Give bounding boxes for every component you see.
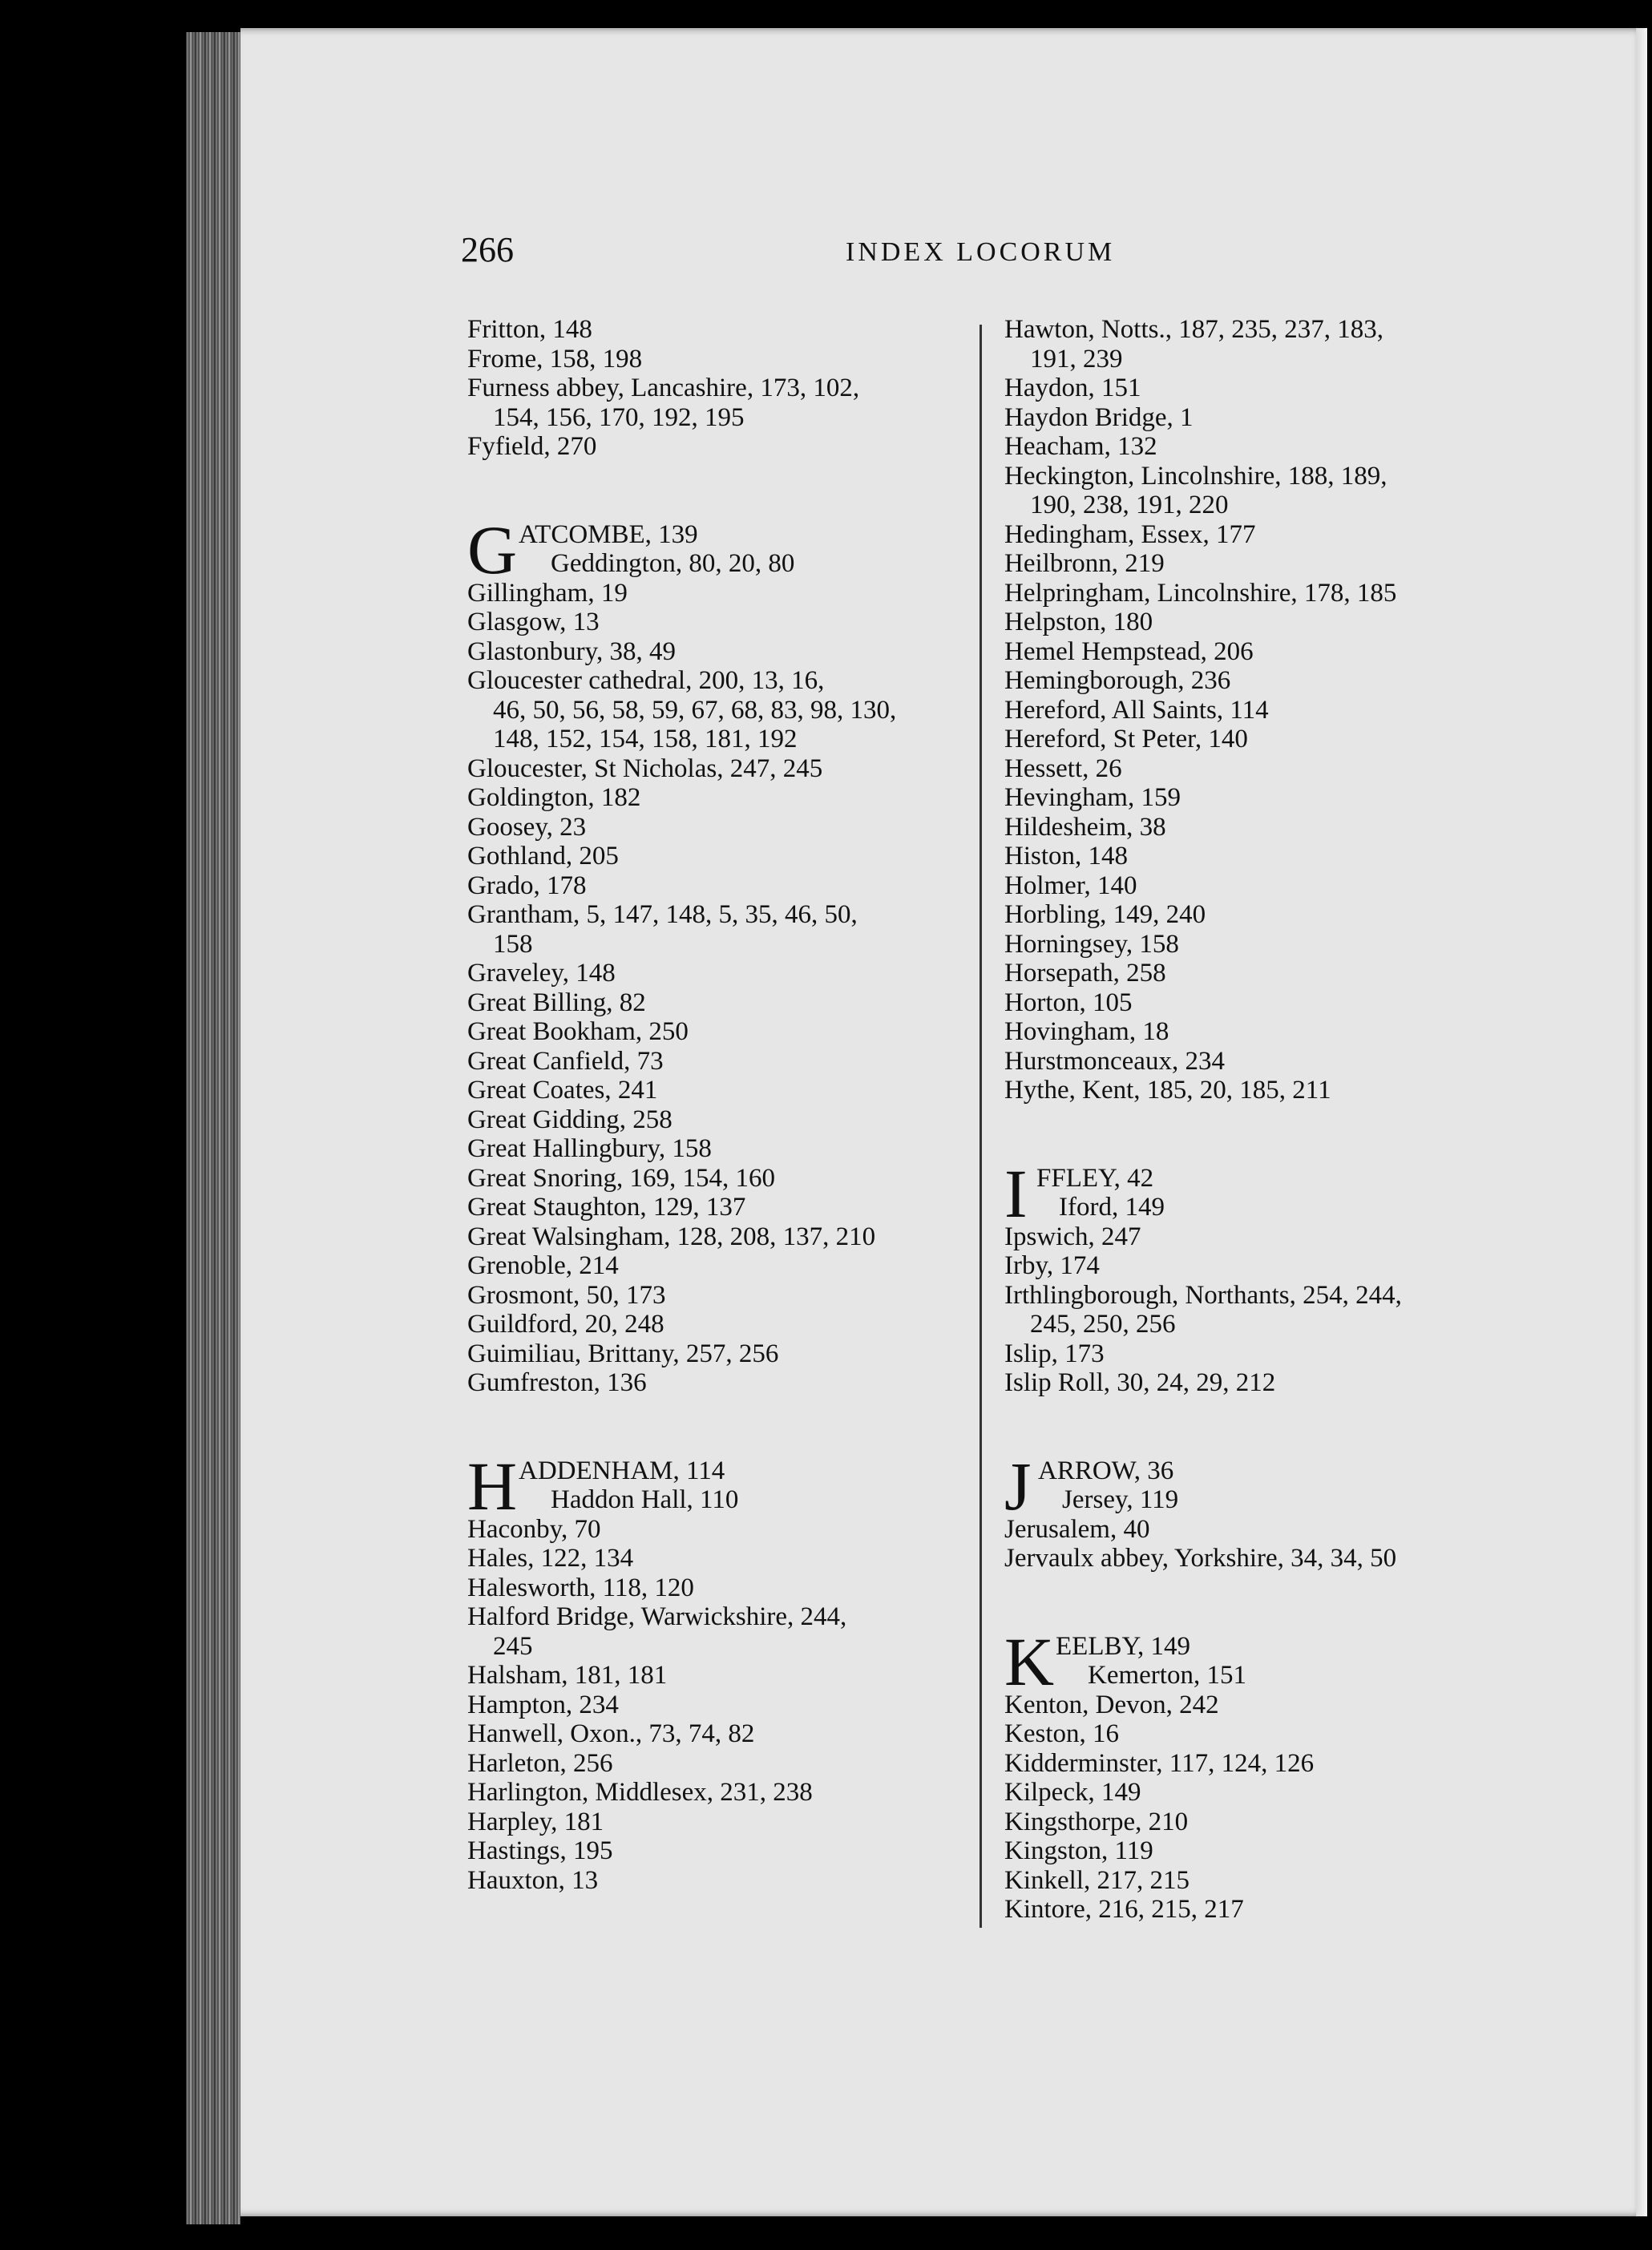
index-entry: Great Staughton, 129, 137: [467, 1193, 746, 1222]
index-entry: Kingsthorpe, 210: [1004, 1807, 1189, 1836]
scan-border: [240, 2216, 1652, 2250]
index-entry: Gloucester, St Nicholas, 247, 245: [467, 753, 823, 783]
index-entry: Fyfield, 270: [467, 432, 597, 461]
index-column-right: [1004, 315, 1501, 1925]
drop-cap: K: [1004, 1622, 1055, 1700]
index-entry: Hawton, Notts., 187, 235, 237, 183,: [1004, 315, 1383, 344]
index-entry: Heilbronn, 219: [1004, 549, 1165, 578]
index-entry: Hovingham, 18: [1004, 1017, 1169, 1046]
section-second-line: [467, 1485, 980, 1515]
index-entry: Grantham, 5, 147, 148, 5, 35, 46, 50,: [467, 900, 858, 929]
index-entry: Kemerton, 151: [1088, 1661, 1246, 1690]
index-entry: Hythe, Kent, 185, 20, 185, 211: [1004, 1076, 1331, 1105]
index-entry: Guimiliau, Brittany, 257, 256: [467, 1339, 779, 1368]
index-entry: Great Snoring, 169, 154, 160: [467, 1163, 776, 1193]
index-entry: Irby, 174: [1004, 1251, 1100, 1280]
index-entry: Harlington, Middlesex, 231, 238: [467, 1778, 813, 1807]
page-number: 266: [461, 230, 514, 269]
index-entry: Iford, 149: [1059, 1193, 1165, 1222]
section-second-line: [1004, 1485, 1501, 1515]
index-entry: Hemel Hempstead, 206: [1004, 636, 1254, 666]
index-entry: Harleton, 256: [467, 1748, 613, 1778]
section-first-entry: ARROW, 36: [1038, 1456, 1174, 1485]
index-entry: Haconby, 70: [467, 1514, 601, 1544]
index-entry: Kingston, 119: [1004, 1836, 1153, 1865]
index-entry: Great Canfield, 73: [467, 1046, 664, 1076]
index-entry: Graveley, 148: [467, 959, 616, 988]
section-first-entry: EELBY, 149: [1056, 1631, 1191, 1661]
index-entry: Heckington, Lincolnshire, 188, 189,: [1004, 461, 1387, 491]
index-entry: Great Gidding, 258: [467, 1105, 673, 1134]
index-entry: Fritton, 148: [467, 315, 592, 344]
index-entry: Hales, 122, 134: [467, 1544, 634, 1573]
index-entry: Great Bookham, 250: [467, 1017, 689, 1046]
index-entry: Hemingborough, 236: [1004, 666, 1231, 695]
index-entry: Great Walsingham, 128, 208, 137, 210: [467, 1222, 876, 1251]
index-entry: Keston, 16: [1004, 1719, 1119, 1748]
drop-cap: I: [1004, 1154, 1028, 1232]
index-entry: Horton, 105: [1004, 988, 1133, 1017]
index-entry: Halford Bridge, Warwickshire, 244,: [467, 1602, 847, 1631]
index-entry: Guildford, 20, 248: [467, 1310, 664, 1339]
index-entry: Goosey, 23: [467, 812, 587, 842]
index-entry: Horsepath, 258: [1004, 959, 1166, 988]
index-entry: Hauxton, 13: [467, 1865, 599, 1895]
index-entry: Horningsey, 158: [1004, 929, 1179, 959]
index-entry: Histon, 148: [1004, 842, 1129, 871]
index-entry: Harpley, 181: [467, 1807, 604, 1836]
index-entry: Hastings, 195: [467, 1836, 613, 1865]
index-entry: Hevingham, 159: [1004, 783, 1181, 812]
index-entry-continuation: 191, 239: [1030, 344, 1123, 374]
index-entry: Haddon Hall, 110: [551, 1485, 739, 1514]
running-header: INDEX LOCORUM: [846, 237, 1116, 267]
index-entry: Gothland, 205: [467, 842, 619, 871]
index-entry-continuation: 245, 250, 256: [1030, 1310, 1176, 1339]
section-second-line: [1004, 1193, 1501, 1222]
index-entry: Kintore, 216, 215, 217: [1004, 1895, 1244, 1924]
index-entry: Geddington, 80, 20, 80: [551, 549, 795, 578]
index-entry: Frome, 158, 198: [467, 344, 643, 374]
index-entry: Hampton, 234: [467, 1690, 619, 1719]
index-entry: Great Coates, 241: [467, 1076, 658, 1105]
index-entry: Islip, 173: [1004, 1339, 1105, 1368]
index-entry: Hereford, St Peter, 140: [1004, 725, 1248, 753]
index-entry: Helpston, 180: [1004, 608, 1153, 636]
index-entry: Great Hallingbury, 158: [467, 1134, 712, 1163]
index-entry: Holmer, 140: [1004, 871, 1137, 900]
index-entry: Irthlingborough, Northants, 254, 244,: [1004, 1280, 1402, 1310]
index-entry: Gillingham, 19: [467, 578, 628, 608]
section-first-entry: FFLEY, 42: [1036, 1163, 1154, 1193]
index-entry: Hurstmonceaux, 234: [1004, 1046, 1225, 1076]
index-entry: Halesworth, 118, 120: [467, 1573, 694, 1602]
index-entry: Hessett, 26: [1004, 753, 1122, 783]
index-entry-continuation: 158: [493, 929, 533, 959]
section-second-line: [1004, 1661, 1501, 1691]
index-entry: Glasgow, 13: [467, 608, 600, 636]
page-edge-shade: [1636, 28, 1647, 2216]
index-entry: Grado, 178: [467, 871, 587, 900]
index-entry: Haydon Bridge, 1: [1004, 402, 1194, 432]
index-entry: Kenton, Devon, 242: [1004, 1690, 1219, 1719]
index-entry-continuation: 190, 238, 191, 220: [1030, 491, 1229, 519]
index-entry: Halsham, 181, 181: [467, 1661, 668, 1690]
index-entry: Hereford, All Saints, 114: [1004, 695, 1269, 725]
index-entry: Helpringham, Lincolnshire, 178, 185: [1004, 578, 1397, 608]
index-entry: Kinkell, 217, 215: [1004, 1865, 1190, 1895]
index-entry: Hanwell, Oxon., 73, 74, 82: [467, 1719, 755, 1748]
index-entry: Ipswich, 247: [1004, 1222, 1141, 1251]
index-entry: Haydon, 151: [1004, 374, 1141, 402]
index-entry-continuation: 154, 156, 170, 192, 195: [493, 402, 745, 432]
section-second-line: [467, 549, 980, 579]
index-entry: Hildesheim, 38: [1004, 812, 1166, 842]
index-entry: Gumfreston, 136: [467, 1368, 647, 1397]
index-entry-continuation: 148, 152, 154, 158, 181, 192: [493, 725, 798, 753]
section-first-entry: ADDENHAM, 114: [519, 1456, 725, 1485]
index-entry: Furness abbey, Lancashire, 173, 102,: [467, 374, 860, 402]
index-entry: Great Billing, 82: [467, 988, 646, 1017]
index-entry: Glastonbury, 38, 49: [467, 636, 677, 666]
index-entry: Kilpeck, 149: [1004, 1778, 1141, 1807]
index-entry: Jervaulx abbey, Yorkshire, 34, 34, 50: [1004, 1544, 1397, 1573]
index-entry: Jersey, 119: [1062, 1485, 1179, 1514]
index-entry: Gloucester cathedral, 200, 13, 16,: [467, 666, 825, 695]
index-entry: Heacham, 132: [1004, 432, 1157, 461]
index-entry: Grosmont, 50, 173: [467, 1280, 666, 1310]
section-first-entry: ATCOMBE, 139: [519, 519, 698, 549]
drop-cap: J: [1004, 1447, 1032, 1525]
index-entry: Kidderminster, 117, 124, 126: [1004, 1748, 1315, 1778]
index-entry: Grenoble, 214: [467, 1251, 619, 1280]
drop-cap: G: [467, 511, 518, 588]
index-entry: Goldington, 182: [467, 783, 641, 812]
index-entry-continuation: 245: [493, 1631, 533, 1661]
drop-cap: H: [467, 1447, 518, 1525]
index-entry: Jerusalem, 40: [1004, 1514, 1150, 1544]
index-entry: Islip Roll, 30, 24, 29, 212: [1004, 1368, 1276, 1397]
index-entry: Hedingham, Essex, 177: [1004, 519, 1256, 549]
index-column-left: [467, 315, 980, 1895]
index-entry: Horbling, 149, 240: [1004, 900, 1206, 929]
index-entry-continuation: 46, 50, 56, 58, 59, 67, 68, 83, 98, 130,: [493, 695, 897, 725]
